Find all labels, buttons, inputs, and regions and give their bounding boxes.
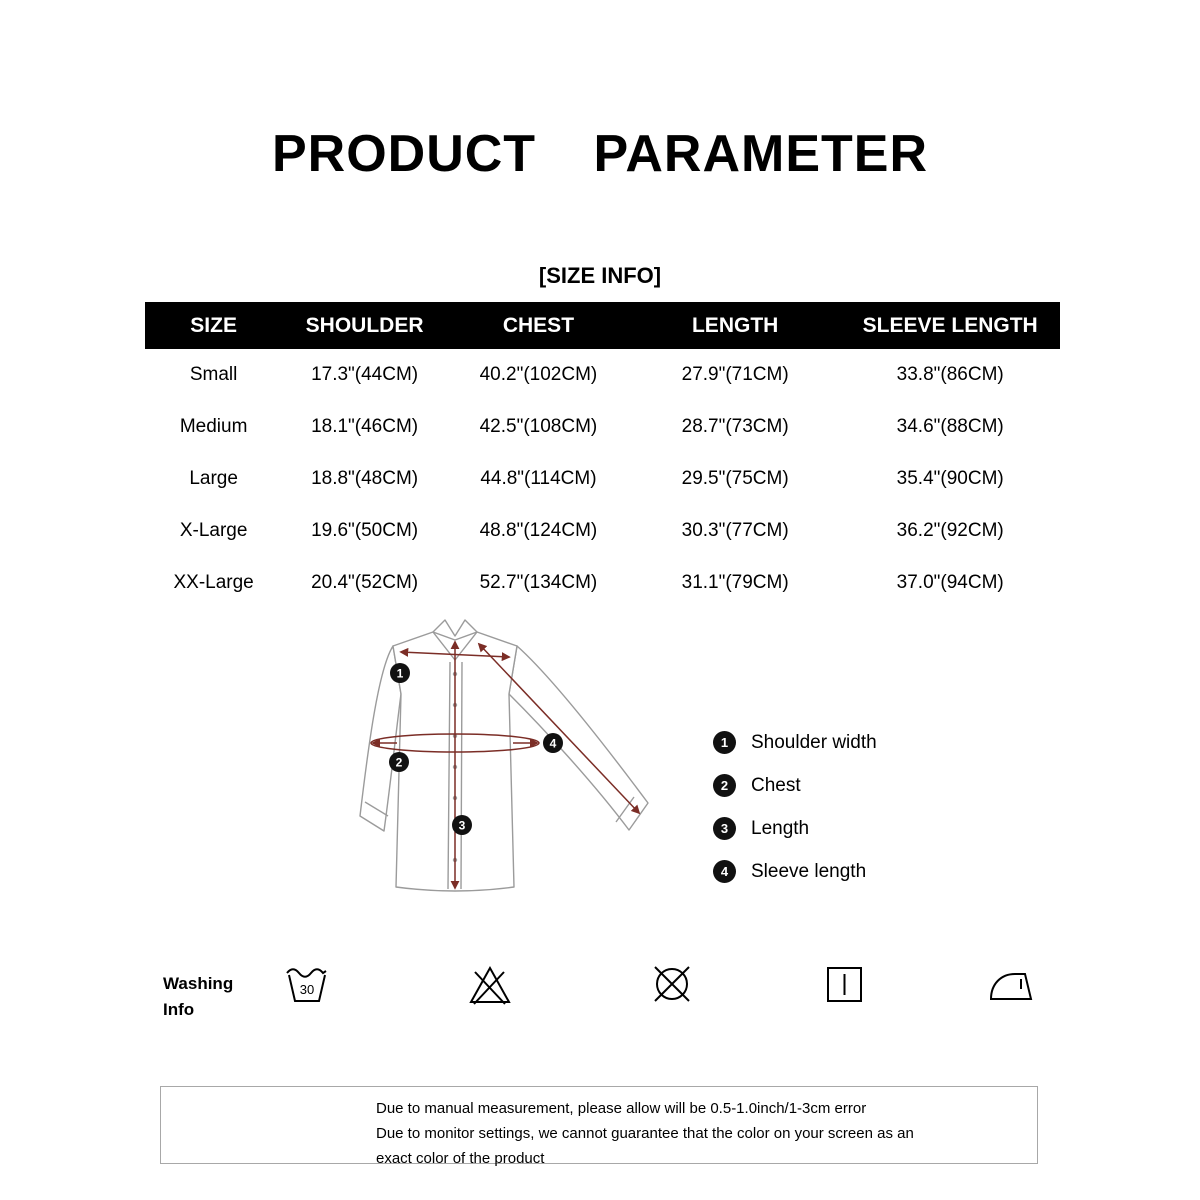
table-row [145,349,1060,401]
legend-item [713,774,877,797]
washing-info-label: Washing Info [163,974,234,1019]
table-row [145,505,1060,557]
column-header-size: SIZE [145,302,282,349]
table-cell: 35.4"(90CM) [840,453,1060,505]
table-cell: 44.8"(114CM) [447,453,630,505]
table-cell: 48.8"(124CM) [447,505,630,557]
column-header-length: LENGTH [630,302,840,349]
table-cell: X-Large [145,505,282,557]
table-cell: 40.2"(102CM) [447,349,630,401]
table-cell: 42.5"(108CM) [447,401,630,453]
legend-label: Chest [751,774,801,796]
diagram-badge-3: 3 [458,818,466,833]
legend-item [713,860,877,883]
measurement-legend [713,731,877,903]
table-cell: 27.9"(71CM) [630,349,840,401]
column-header-sleeve-length: SLEEVE LENGTH [840,302,1060,349]
size-info-heading: [SIZE INFO] [538,263,662,288]
table-row [145,557,1060,609]
legend-badge: 2 [713,774,736,797]
shirt-measurement-diagram [355,610,665,902]
table-cell: Large [145,453,282,505]
shirt-diagram-svg [355,610,665,902]
size-table-header-row [145,302,1060,349]
table-cell: 52.7"(134CM) [447,557,630,609]
legend-label: Shoulder width [751,731,877,753]
table-cell: 33.8"(86CM) [840,349,1060,401]
column-header-chest: CHEST [447,302,630,349]
legend-label: Sleeve length [751,860,867,882]
table-cell: 29.5"(75CM) [630,453,840,505]
legend-badge: 3 [713,817,736,840]
wash-30-icon [284,962,330,1008]
do-not-bleach-icon [467,962,513,1008]
table-cell: 19.6"(50CM) [282,505,447,557]
column-header-shoulder: SHOULDER [282,302,447,349]
table-cell: Medium [145,401,282,453]
table-cell: 31.1"(79CM) [630,557,840,609]
legend-label: Length [751,817,810,839]
wash-temp-label: 30 [299,982,315,997]
diagram-badge-2: 2 [395,755,403,770]
table-cell: 20.4"(52CM) [282,557,447,609]
table-cell: 36.2"(92CM) [840,505,1060,557]
legend-badge: 4 [713,860,736,883]
table-cell: Small [145,349,282,401]
table-row [145,453,1060,505]
legend-item [713,817,877,840]
disclaimer-box [160,1086,1038,1167]
legend-item [713,731,877,754]
diagram-badge-4: 4 [549,736,557,751]
table-row [145,401,1060,453]
table-cell: 30.3"(77CM) [630,505,840,557]
table-cell: XX-Large [145,557,282,609]
size-table [145,302,1060,609]
disclaimer-line-2: Due to monitor settings, we cannot guarantee that the color on your screen as an exact color of the product [376,1125,914,1167]
page-title: PRODUCT PARAMETER [271,125,929,183]
iron-icon [988,962,1034,1008]
drip-dry-icon [822,962,868,1008]
table-cell: 17.3"(44CM) [282,349,447,401]
table-cell: 18.1"(46CM) [282,401,447,453]
table-cell: 34.6"(88CM) [840,401,1060,453]
legend-badge: 1 [713,731,736,754]
table-cell: 37.0"(94CM) [840,557,1060,609]
diagram-badge-1: 1 [396,666,404,681]
table-cell: 28.7"(73CM) [630,401,840,453]
table-cell: 18.8"(48CM) [282,453,447,505]
disclaimer-line-1: Due to manual measurement, please allow will be 0.5-1.0inch/1-3cm error [376,1100,867,1117]
do-not-dry-clean-icon [649,962,695,1008]
